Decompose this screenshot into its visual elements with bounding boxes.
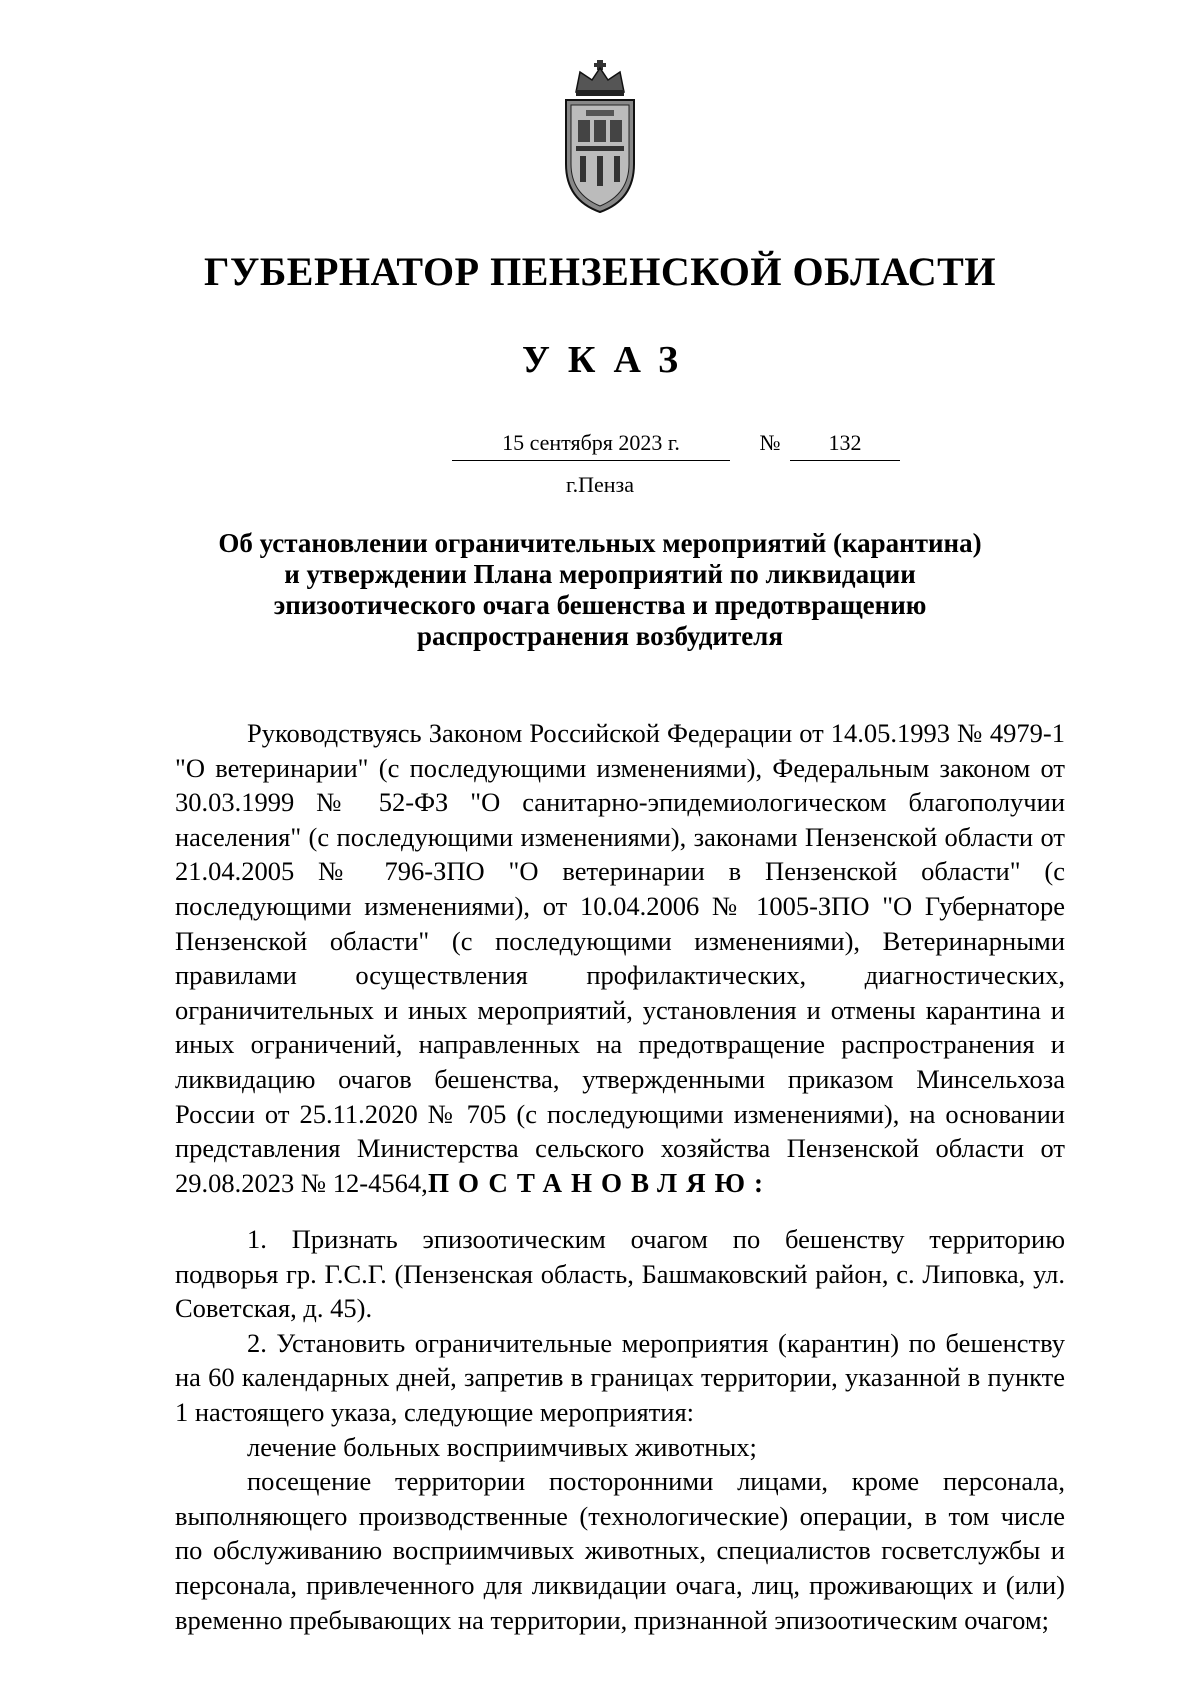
city: г.Пенза [566, 472, 634, 497]
subject-line: эпизоотического очага бешенства и предотвращению [273, 590, 927, 620]
resolve-heading: ПОСТАНОВЛЯЮ: [428, 1168, 772, 1198]
preamble-paragraph: Руководствуясь Законом Российской Федерации от 14.05.1993 № 4979-1 "О ветеринарии" (с последующими изменениями), Федеральным законом от 30.03.1999 № 52-ФЗ "О санитарно-эпидемиологическом благополучии населения" (с последующими изменениями), законами Пензенской области от 21.04.2005 № 796-ЗПО "О ветеринарии в Пензенской области" (с последующими изменениями), от 10.04.2006 № 1005-ЗПО "О Губернаторе Пензенской области" (с последующими изменениями), Ветеринарными правилами осуществления профилактических, диагностических, ограничительных и иных мероприятий, установления и отмены карантина и иных ограничений, направленных на предотвращение распространения и ликвидацию очагов бешенства, утвержденными приказом Минсельхоза России от 25.11.2020 № 705 (с последующими изменениями), на основании представления Министерства сельского хозяйства Пензенской области от 29.08.2023 № 12-4564, [175, 718, 1065, 1198]
body-text [175, 1222, 1065, 1637]
issuing-authority: ГУБЕРНАТОР ПЕНЗЕНСКОЙ ОБЛАСТИ [204, 249, 996, 294]
body-paragraph: лечение больных восприимчивых животных; [247, 1431, 757, 1462]
coat-of-arms-emblem [562, 60, 638, 214]
subject-line: Об установлении ограничительных мероприятий (карантина) [218, 528, 982, 558]
preamble [175, 716, 1065, 1200]
subject-line: распространения возбудителя [417, 621, 783, 651]
coat-of-arms-icon [562, 60, 638, 214]
document-type: УКАЗ [522, 339, 696, 381]
number-sign: № [759, 430, 781, 455]
document-number: 132 [790, 430, 900, 461]
document-subject [200, 528, 1000, 652]
subject-line: и утверждении Плана мероприятий по ликвидации [284, 559, 916, 589]
body-paragraph: 2. Установить ограничительные мероприятия (карантин) по бешенству на 60 календарных дней, запретив в границах территории, указанной в пункте 1 настоящего указа, следующие мероприятия: [175, 1327, 1065, 1427]
body-paragraph: посещение территории посторонними лицами, кроме персонала, выполняющего производственные (технологические) операции, в том числе по обслуживанию восприимчивых животных, специалистов госветслужбы и персонала, привлеченного для ликвидации очага, лиц, проживающих и (или) временно пребывающих на территории, признанной эпизоотическим очагом; [175, 1466, 1065, 1635]
body-paragraph: 1. Признать эпизоотическим очагом по бешенству территорию подворья гр. Г.С.Г. (Пензенская область, Башмаковский район, с. Липовка, ул. Советская, д. 45). [175, 1224, 1065, 1324]
document-date: 15 сентября 2023 г. [452, 430, 730, 461]
